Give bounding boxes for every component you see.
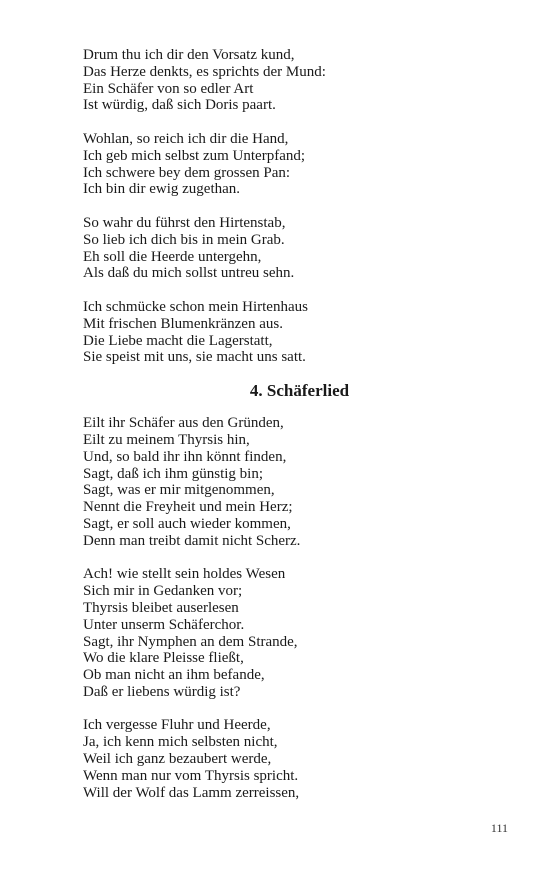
previous-poem-section (83, 47, 463, 366)
verse-line: Eh soll die Heerde untergehn, (83, 248, 262, 265)
verse-line: Sie speist mit uns, sie macht uns satt. (83, 349, 306, 366)
verse-line: Ein Schäfer von so edler Art (83, 80, 254, 97)
verse-line: Ja, ich kenn mich selbsten nicht, (83, 734, 278, 751)
verse-line: Sich mir in Gedanken vor; (83, 583, 243, 600)
page-body (83, 47, 463, 801)
verse-line: Weil ich ganz bezaubert werde, (83, 751, 272, 768)
verse-line: Ich vergesse Fluhr und Heerde, (83, 717, 271, 734)
poem-section (83, 415, 463, 801)
verse-line: Die Liebe macht die Lagerstatt, (83, 332, 273, 349)
verse-line: Sagt, er soll auch wieder kommen, (83, 515, 291, 532)
verse-line: Mit frischen Blumenkränzen aus. (83, 315, 283, 332)
verse-line: Eilt ihr Schäfer aus den Gründen, (83, 415, 284, 432)
verse-line: Ich bin dir ewig zugethan. (83, 181, 241, 198)
verse-line: Ich geb mich selbst zum Unterpfand; (83, 147, 306, 164)
verse-line: Drum thu ich dir den Vorsatz kund, (83, 47, 295, 63)
verse-line: Eilt zu meinem Thyrsis hin, (83, 431, 250, 448)
verse-line: Wenn man nur vom Thyrsis spricht. (83, 767, 299, 784)
verse-line: Sagt, daß ich ihm günstig bin; (83, 465, 263, 482)
stanza (83, 299, 463, 366)
verse-line: Und, so bald ihr ihn könnt finden, (83, 448, 287, 465)
verse-line: Ob man nicht an ihm befande, (83, 667, 265, 684)
verse-line: Ich schmücke schon mein Hirtenhaus (83, 298, 308, 315)
verse-line: Sagt, was er mir mitgenommen, (83, 482, 275, 499)
page-number: 111 (490, 821, 508, 835)
verse-line: Wo die klare Pleisse fließt, (83, 650, 244, 667)
verse-line: Sagt, ihr Nymphen an dem Strande, (83, 633, 298, 650)
verse-line: Ach! wie stellt sein holdes Wesen (83, 566, 286, 583)
verse-line: Unter unserm Schäferchor. (83, 616, 245, 633)
verse-line: Daß er liebens würdig ist? (83, 683, 241, 700)
verse-line: Ich schwere bey dem grossen Pan: (83, 164, 291, 181)
stanza (83, 47, 463, 114)
verse-line: Als daß du mich sollst untreu sehn. (83, 265, 295, 282)
stanza (83, 415, 463, 549)
poem-title: 4. Schäferlied (249, 381, 350, 401)
verse-line: Nennt die Freyheit und mein Herz; (83, 499, 293, 516)
stanza (83, 566, 463, 700)
verse-line: So lieb ich dich bis in mein Grab. (83, 231, 285, 248)
stanza (83, 131, 463, 198)
stanza (83, 215, 463, 282)
verse-line: Thyrsis bleibet auserlesen (83, 599, 239, 616)
verse-line: Das Herze denkts, es sprichts der Mund: (83, 63, 326, 80)
verse-line: Denn man treibt damit nicht Scherz. (83, 532, 301, 549)
verse-line: So wahr du führst den Hirtenstab, (83, 214, 286, 231)
verse-line: Wohlan, so reich ich dir die Hand, (83, 130, 289, 147)
stanza (83, 717, 463, 801)
verse-line: Ist würdig, daß sich Doris paart. (83, 97, 276, 114)
verse-line: Will der Wolf das Lamm zerreissen, (83, 784, 300, 801)
